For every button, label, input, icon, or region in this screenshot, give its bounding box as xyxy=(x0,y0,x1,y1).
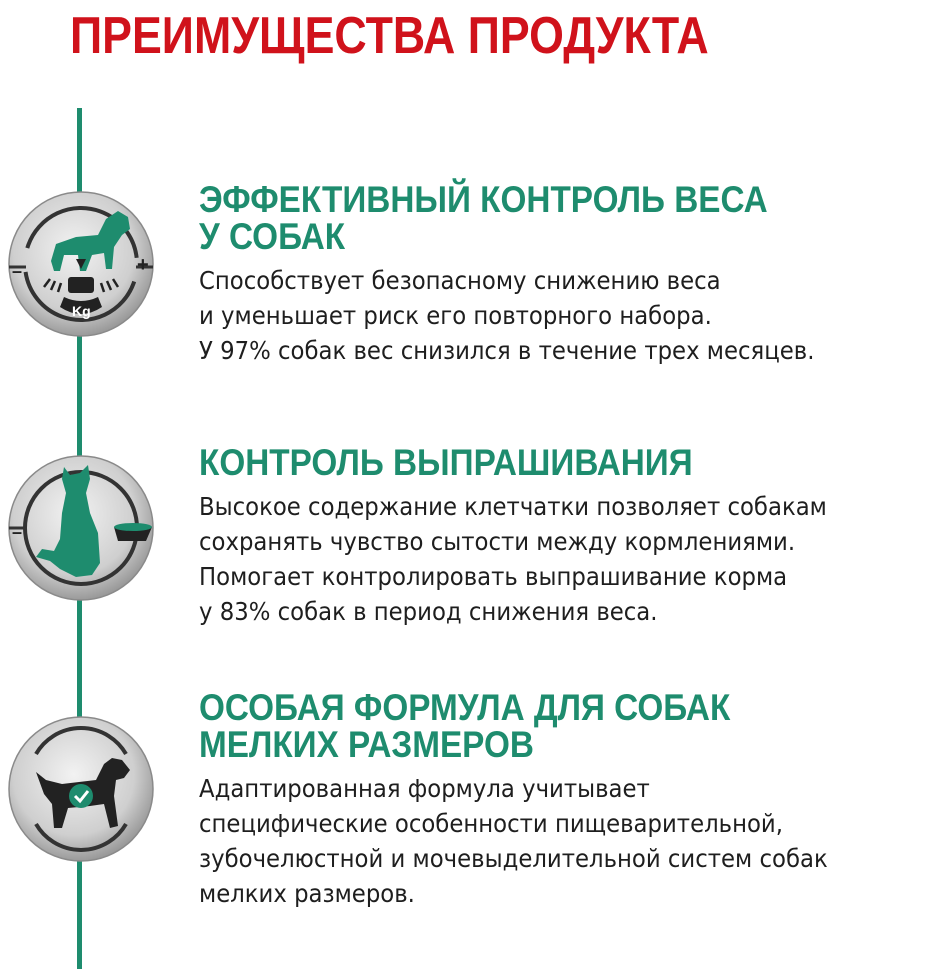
page-title: ПРЕИМУЩЕСТВА ПРОДУКТА xyxy=(70,7,709,65)
minus-sign: – xyxy=(12,522,23,542)
dog-begging-bowl-icon xyxy=(6,453,156,603)
kg-label: Kg xyxy=(72,303,91,319)
plus-sign: + xyxy=(137,254,149,276)
benefit-title: ОСОБАЯ ФОРМУЛА ДЛЯ СОБАК МЕЛКИХ РАЗМЕРОВ xyxy=(199,687,731,765)
benefit-title: КОНТРОЛЬ ВЫПРАШИВАНИЯ xyxy=(199,442,693,483)
benefit-small-breed-formula xyxy=(199,689,919,911)
benefit-description: Высокое содержание клетчатки позволяет собакам сохранять чувство сытости между кормлениями. Помогает контролировать выпрашивание корма у 83% собак в период снижения веса. xyxy=(199,492,827,626)
small-dog-check-icon xyxy=(6,714,156,864)
dog-weight-scale-icon xyxy=(6,189,156,339)
benefit-begging-control xyxy=(199,444,919,629)
minus-sign: – xyxy=(12,261,23,281)
benefit-title: ЭФФЕКТИВНЫЙ КОНТРОЛЬ ВЕСА У СОБАК xyxy=(199,179,768,257)
benefit-weight-control xyxy=(199,181,919,368)
benefit-description: Способствует безопасному снижению веса и уменьшает риск его повторного набора. У 97% собак вес снизился в течение трех месяцев. xyxy=(199,266,815,365)
benefit-description: Адаптированная формула учитывает специфические особенности пищеварительной, зубочелюстной и мочевыделительной систем собак мелких размеров. xyxy=(199,774,828,908)
